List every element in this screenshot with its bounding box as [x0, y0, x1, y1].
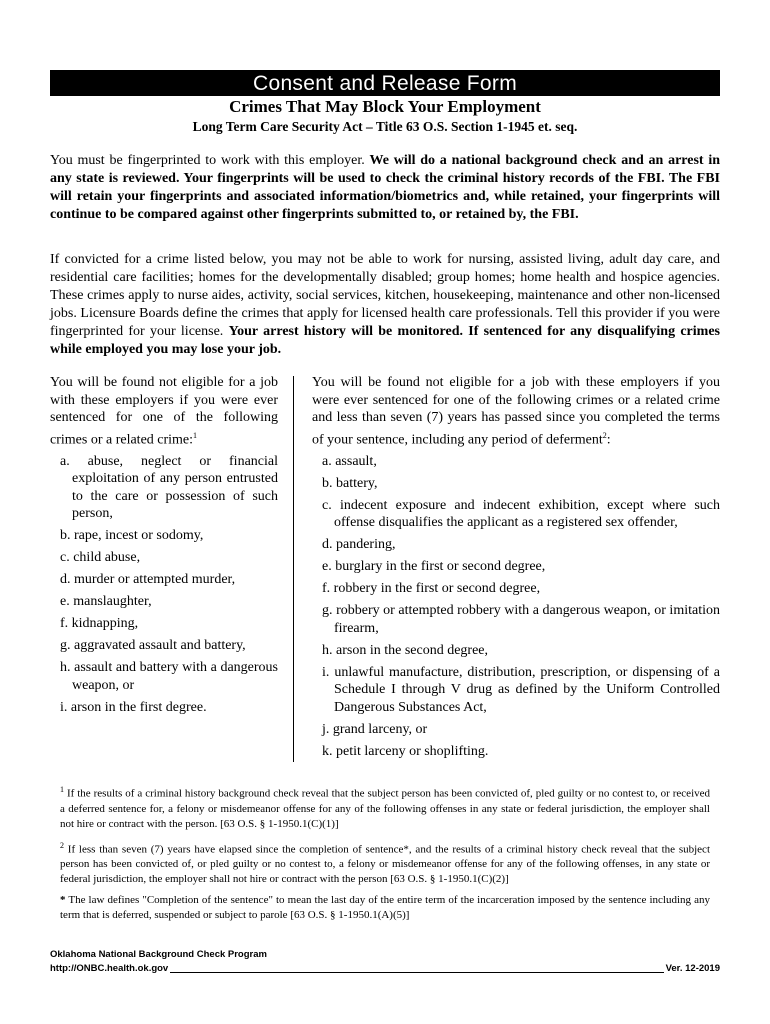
- version-label: Ver. 12-2019: [665, 963, 720, 974]
- conviction-notice: [50, 251, 720, 359]
- list-item: j. grand larceny, or: [322, 721, 428, 737]
- list-item: f. robbery in the first or second degree,: [322, 581, 541, 597]
- footnote-asterisk: * The law defines "Completion of the sentence" to mean the last day of the entire term of the incarceration imposed by the sentence including any term that is deferred, suspended or subject to parole [63 O.S. § 1-1950.1(A)(5)]: [60, 894, 710, 922]
- permanent-crimes-list: [50, 453, 278, 717]
- list-item: d. pandering,: [322, 537, 396, 553]
- list-item: b. rape, incest or sodomy,: [60, 528, 204, 544]
- program-url-link[interactable]: http://ONBC.health.ok.gov: [50, 963, 169, 974]
- list-item: f. kidnapping,: [60, 616, 139, 632]
- list-item: c. child abuse,: [60, 550, 141, 566]
- list-item: h. arson in the second degree,: [322, 642, 488, 658]
- footnote-2: $^2$ If less than seven (7) years have elapsed since the completion of sentence*, and the results of a criminal history check reveal that the subject person has been convicted of, or pled guilty or no contest to, a felony or misdemeanor offense for any of the following offenses, in any state or federal jurisdiction, the employer shall not hire or contract with the person [63 O.S. § 1-1950.1(C)(2)]: [60, 840, 710, 886]
- list-item: i. unlawful manufacture, distribution, prescription, or dispensing of a Schedule I through V drug as defined by the Uniform Controlled Dangerous Substances Act,: [322, 664, 720, 715]
- list-item: a. assault,: [322, 453, 377, 469]
- list-item: d. murder or attempted murder,: [60, 572, 236, 588]
- list-item: h. assault and battery with a dangerous weapon, or: [60, 660, 278, 693]
- list-item: a. abuse, neglect or financial exploitation of any person entrusted to the care or possession of such person,: [60, 453, 278, 522]
- conviction-notice-bold: Your arrest history will be monitored. If sentenced for any disqualifying crimes while employed you may lose your job.: [50, 324, 720, 357]
- right-column-intro: You will be found not eligible for a job with these employers if you were ever sentenced for one of the following crimes or a related crime and less than seven (7) years has passed since you completed the terms of your sentence, including any period of deferment$^2$:: [312, 375, 720, 448]
- program-name: Oklahoma National Background Check Program: [50, 949, 267, 960]
- list-item: c. indecent exposure and indecent exhibition, except where such offense disqualifies the applicant as a registered sex offender,: [322, 497, 720, 531]
- fingerprint-notice: [50, 152, 720, 224]
- seven-year-disqualification-column: [312, 374, 720, 765]
- form-subtitle: Crimes That May Block Your Employment: [229, 97, 541, 116]
- footer-rule: [170, 972, 663, 973]
- list-item: i. arson in the first degree.: [60, 699, 207, 715]
- list-item: e. burglary in the first or second degree,: [322, 559, 546, 575]
- fingerprint-notice-bold: We will do a national background check and an arrest in any state is reviewed. Your fingerprints will be used to check the criminal history records of the FBI. The FBI will retain your fingerprints and associated information/biometrics and, while retained, your fingerprints will continue to be compared against other fingerprints submitted to, or retained by, the FBI.: [50, 153, 721, 222]
- fingerprint-notice-plain: You must be fingerprinted to work with this employer.: [50, 153, 370, 168]
- footnotes: [60, 782, 710, 929]
- list-item: b. battery,: [322, 475, 378, 491]
- form-title-banner: Consent and Release Form: [50, 70, 720, 96]
- list-item: g. robbery or attempted robbery with a dangerous weapon, or imitation firearm,: [322, 603, 720, 636]
- list-item: k. petit larceny or shoplifting.: [322, 743, 489, 759]
- list-item: e. manslaughter,: [60, 594, 152, 610]
- footnote-1: $^1$ If the results of a criminal history background check reveal that the subject person has been convicted of, pled guilty or no contest to, or received a deferred sentence for, a felony or misdemeanor offense for any of the following offenses in any state or federal jurisdiction, the employer shall not hire or contract with the person. [63 O.S. § 1-1950.1(C)(1)]: [60, 785, 711, 830]
- page-footer: [50, 948, 720, 976]
- seven-year-crimes-list: [312, 453, 720, 761]
- left-column-intro: You will be found not eligible for a job with these employers if you were ever sentenced for one of the following crimes or a related crime:$^1$: [50, 375, 278, 448]
- act-reference: Long Term Care Security Act – Title 63 O.S. Section 1-1945 et. seq.: [192, 119, 578, 134]
- column-divider: [293, 376, 294, 762]
- conviction-notice-plain: If convicted for a crime listed below, you may not be able to work for nursing, assisted living, adult day care, and residential care facilities; homes for the developmentally disabled; group homes; home health and hospice agencies. These crimes apply to nurse aides, activity, social services, kitchen, housekeeping, maintenance and other non-licensed jobs. Licensure Boards define the crimes that apply for licensed health care professionals. Tell this provider if you were fingerprinted for your license.: [50, 252, 720, 339]
- permanent-disqualification-column: [50, 374, 278, 721]
- list-item: g. aggravated assault and battery,: [60, 638, 246, 654]
